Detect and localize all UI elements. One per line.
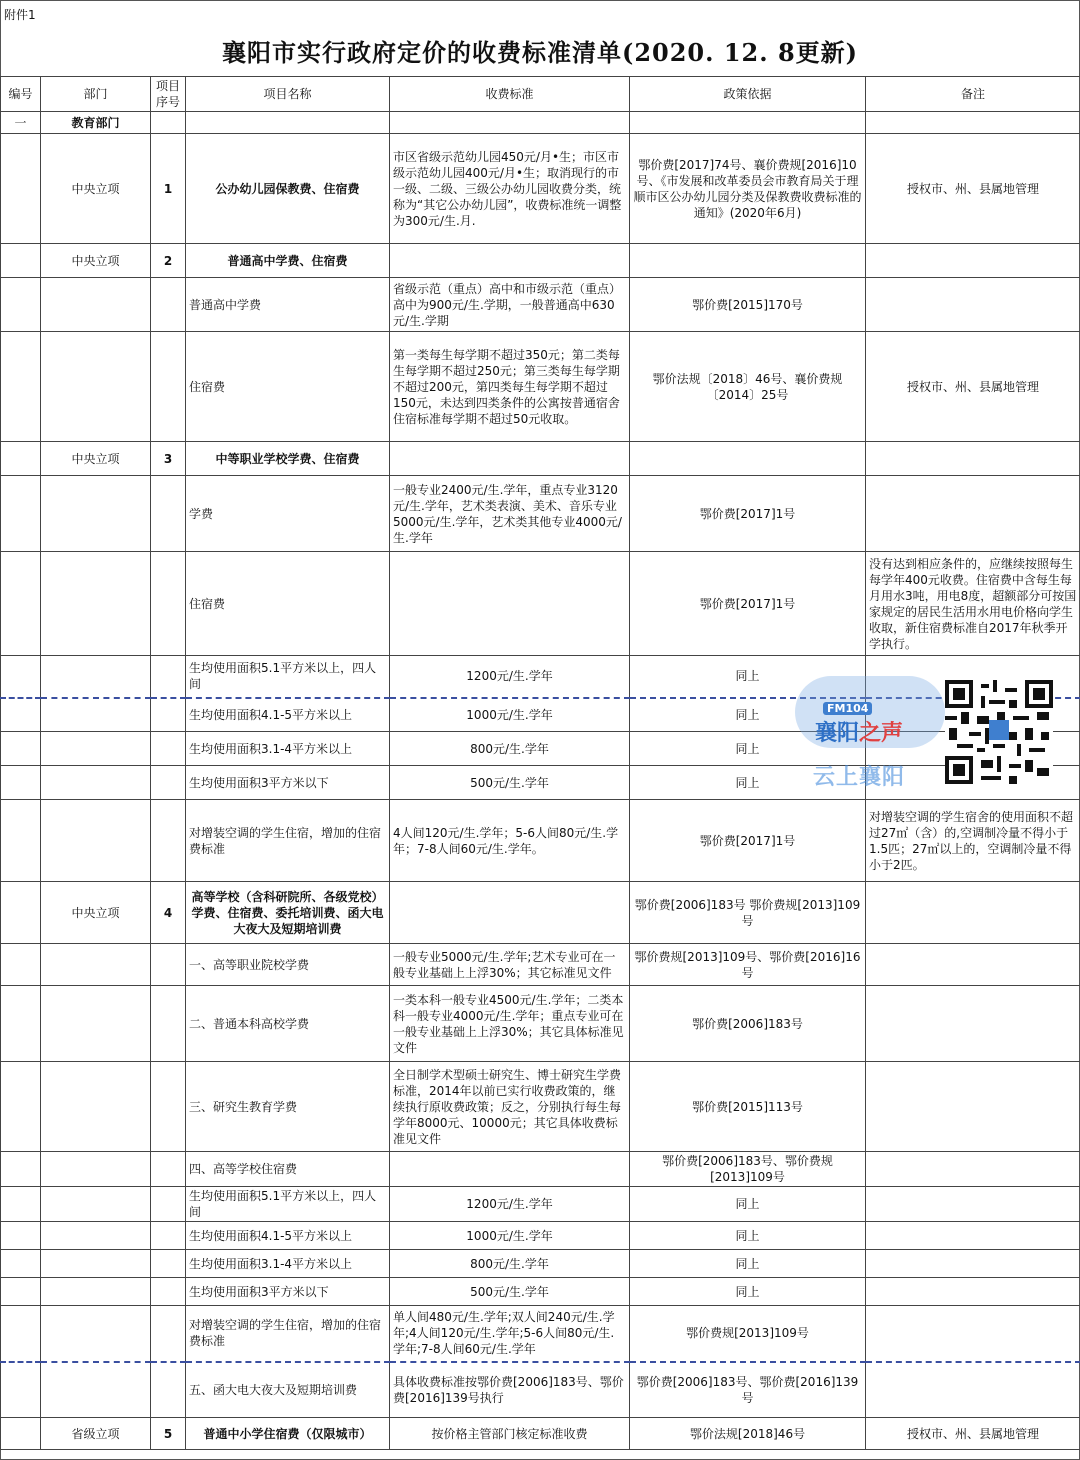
header-dept: 部门 xyxy=(41,77,151,112)
row-std: 按价格主管部门核定标准收费 xyxy=(390,1418,630,1450)
table-row xyxy=(1,1062,1080,1152)
row-no xyxy=(1,1152,41,1187)
row-seq xyxy=(151,656,186,698)
row-no xyxy=(1,1306,41,1362)
row-seq xyxy=(151,1222,186,1250)
table-row xyxy=(1,1278,1080,1306)
row-seq xyxy=(151,278,186,332)
row-no xyxy=(1,698,41,732)
row-note xyxy=(866,1187,1080,1222)
row-dept xyxy=(41,1250,151,1278)
row-std: 一类本科一般专业4500元/生.学年；二类本科一般专业4000元/生.学年；重点专业可在一般专业基础上上浮30%；其它具体标准见文件 xyxy=(390,986,630,1062)
row-std: 800元/生.学年 xyxy=(390,1250,630,1278)
row-name: 生均使用面积3.1-4平方米以上 xyxy=(186,732,390,766)
row-no xyxy=(1,986,41,1062)
row-std xyxy=(390,1152,630,1187)
table-row xyxy=(1,1250,1080,1278)
row-dept xyxy=(41,800,151,882)
row-note xyxy=(866,882,1080,944)
row-basis: 鄂价费[2015]113号 xyxy=(630,1062,866,1152)
table-row xyxy=(1,1187,1080,1222)
row-no xyxy=(1,244,41,278)
row-name: 生均使用面积3平方米以下 xyxy=(186,1278,390,1306)
row-std: 500元/生.学年 xyxy=(390,1278,630,1306)
row-basis: 鄂价费[2006]183号 xyxy=(630,986,866,1062)
row-std: 具体收费标准按鄂价费[2006]183号、鄂价费[2016]139号执行 xyxy=(390,1362,630,1418)
row-note: 授权市、州、县属地管理 xyxy=(866,332,1080,442)
table-row xyxy=(1,332,1080,442)
row-name: 住宿费 xyxy=(186,332,390,442)
row-dept xyxy=(41,1152,151,1187)
row-name: 学费 xyxy=(186,476,390,552)
row-dept xyxy=(41,552,151,656)
table-row xyxy=(1,476,1080,552)
row-seq xyxy=(151,1278,186,1306)
table-row xyxy=(1,882,1080,944)
row-std: 一般专业2400元/生.学年，重点专业3120元/生.学年，艺术类表演、美术、音乐专业5000元/生.学年，艺术类其他专业4000元/生.学年 xyxy=(390,476,630,552)
row-no xyxy=(1,552,41,656)
fee-table xyxy=(0,76,1080,1450)
row-dept: 中央立项 xyxy=(41,882,151,944)
row-basis: 同上 xyxy=(630,1187,866,1222)
row-note xyxy=(866,986,1080,1062)
row-name: 三、研究生教育学费 xyxy=(186,1062,390,1152)
row-basis: 鄂价法规〔2018〕46号、襄价费规〔2014〕25号 xyxy=(630,332,866,442)
row-basis: 鄂价费[2017]1号 xyxy=(630,476,866,552)
header-basis: 政策依据 xyxy=(630,77,866,112)
table-row xyxy=(1,1362,1080,1418)
row-seq: 2 xyxy=(151,244,186,278)
table-row xyxy=(1,134,1080,244)
table-row xyxy=(1,112,1080,134)
row-note xyxy=(866,1278,1080,1306)
row-note: 没有达到相应条件的，应继续按照每生每学年400元收费。住宿费中含每生每月用水3吨，用电8度，超额部分可按国家规定的居民生活用水用电价格向学生收取，新住宿费标准自2017年秋季开学执行。 xyxy=(866,552,1080,656)
row-note xyxy=(866,1152,1080,1187)
row-seq xyxy=(151,698,186,732)
row-no xyxy=(1,882,41,944)
row-note xyxy=(866,766,1080,800)
row-note xyxy=(866,278,1080,332)
row-std: 4人间120元/生.学年；5-6人间80元/生.学年；7-8人间60元/生.学年。 xyxy=(390,800,630,882)
row-basis: 鄂价费[2006]183号、鄂价费[2016]139号 xyxy=(630,1362,866,1418)
row-dept xyxy=(41,1187,151,1222)
header-std: 收费标准 xyxy=(390,77,630,112)
row-seq: 1 xyxy=(151,134,186,244)
row-name: 高等学校（含科研院所、各级党校）学费、住宿费、委托培训费、函大电大夜大及短期培训费 xyxy=(186,882,390,944)
table-row xyxy=(1,698,1080,732)
row-no xyxy=(1,1278,41,1306)
row-seq xyxy=(151,1250,186,1278)
row-basis: 鄂价费规[2013]109号、鄂价费[2016]16号 xyxy=(630,944,866,986)
row-name: 普通高中学费 xyxy=(186,278,390,332)
row-basis: 鄂价费[2017]74号、襄价费规[2016]10号、《市发展和改革委员会市教育局关于理顺市区公办幼儿园分类及保教费收费标准的通知》(2020年6月) xyxy=(630,134,866,244)
row-seq xyxy=(151,112,186,134)
row-name: 生均使用面积4.1-5平方米以上 xyxy=(186,1222,390,1250)
row-name: 五、函大电大夜大及短期培训费 xyxy=(186,1362,390,1418)
row-no xyxy=(1,1222,41,1250)
row-dept xyxy=(41,1278,151,1306)
row-name: 公办幼儿园保教费、住宿费 xyxy=(186,134,390,244)
row-basis: 同上 xyxy=(630,698,866,732)
row-seq xyxy=(151,552,186,656)
row-seq xyxy=(151,1187,186,1222)
table-row xyxy=(1,656,1080,698)
row-seq xyxy=(151,1152,186,1187)
row-seq xyxy=(151,476,186,552)
row-note xyxy=(866,1250,1080,1278)
row-name: 生均使用面积4.1-5平方米以上 xyxy=(186,698,390,732)
row-seq: 4 xyxy=(151,882,186,944)
row-no xyxy=(1,1362,41,1418)
row-no xyxy=(1,656,41,698)
row-std: 省级示范（重点）高中和市级示范（重点）高中为900元/生.学期，一般普通高中630元/生.学期 xyxy=(390,278,630,332)
row-name: 生均使用面积3平方米以下 xyxy=(186,766,390,800)
row-no xyxy=(1,1062,41,1152)
row-name: 生均使用面积5.1平方米以上，四人间 xyxy=(186,656,390,698)
row-std xyxy=(390,442,630,476)
table-row xyxy=(1,442,1080,476)
row-basis: 鄂价法规[2018]46号 xyxy=(630,1418,866,1450)
row-no: 一 xyxy=(1,112,41,134)
row-note: 授权市、州、县属地管理 xyxy=(866,1418,1080,1450)
row-note xyxy=(866,1306,1080,1362)
row-std: 第一类每生每学期不超过350元；第二类每生每学期不超过250元；第三类每生每学期不超过200元，第四类每生每学期不超过150元，未达到四类条件的公寓按普通宿舍住宿标准每学期不超过50元收取。 xyxy=(390,332,630,442)
row-std: 800元/生.学年 xyxy=(390,732,630,766)
row-basis xyxy=(630,112,866,134)
row-dept xyxy=(41,1062,151,1152)
row-dept xyxy=(41,986,151,1062)
table-row xyxy=(1,732,1080,766)
row-no xyxy=(1,766,41,800)
row-seq: 5 xyxy=(151,1418,186,1450)
row-dept xyxy=(41,766,151,800)
watermark-sub: 云上襄阳 xyxy=(813,765,906,790)
row-basis: 鄂价费规[2013]109号 xyxy=(630,1306,866,1362)
row-name: 二、普通本科高校学费 xyxy=(186,986,390,1062)
row-seq xyxy=(151,332,186,442)
row-no xyxy=(1,944,41,986)
row-basis: 同上 xyxy=(630,1278,866,1306)
row-seq xyxy=(151,1362,186,1418)
header-name: 项目名称 xyxy=(186,77,390,112)
row-note xyxy=(866,476,1080,552)
row-dept: 中央立项 xyxy=(41,244,151,278)
row-name: 四、高等学校住宿费 xyxy=(186,1152,390,1187)
row-dept xyxy=(41,1222,151,1250)
row-name: 生均使用面积5.1平方米以上，四人间 xyxy=(186,1187,390,1222)
row-name: 普通高中学费、住宿费 xyxy=(186,244,390,278)
row-basis: 同上 xyxy=(630,656,866,698)
row-seq xyxy=(151,944,186,986)
watermark-fm: FM104 xyxy=(823,702,872,715)
row-name: 一、高等职业院校学费 xyxy=(186,944,390,986)
row-std: 1000元/生.学年 xyxy=(390,698,630,732)
table-row xyxy=(1,1152,1080,1187)
row-note xyxy=(866,112,1080,134)
table-row xyxy=(1,244,1080,278)
row-std: 500元/生.学年 xyxy=(390,766,630,800)
table-row xyxy=(1,1306,1080,1362)
row-name: 普通中小学住宿费（仅限城市） xyxy=(186,1418,390,1450)
row-dept xyxy=(41,332,151,442)
row-basis: 鄂价费[2017]1号 xyxy=(630,800,866,882)
row-basis: 同上 xyxy=(630,766,866,800)
row-seq xyxy=(151,766,186,800)
row-dept xyxy=(41,278,151,332)
table-row xyxy=(1,944,1080,986)
row-basis: 鄂价费[2006]183号 鄂价费规[2013]109号 xyxy=(630,882,866,944)
row-name: 对增装空调的学生住宿，增加的住宿费标准 xyxy=(186,1306,390,1362)
row-std: 一般专业5000元/生.学年;艺术专业可在一般专业基础上上浮30%；其它标准见文件 xyxy=(390,944,630,986)
row-dept: 教育部门 xyxy=(41,112,151,134)
row-dept: 中央立项 xyxy=(41,442,151,476)
row-basis: 鄂价费[2006]183号、鄂价费规[2013]109号 xyxy=(630,1152,866,1187)
row-note xyxy=(866,944,1080,986)
row-no xyxy=(1,1250,41,1278)
table-row xyxy=(1,766,1080,800)
row-std: 单人间480元/生.学年;双人间240元/生.学年;4人间120元/生.学年;5-6人间80元/生.学年;7-8人间60元/生.学年 xyxy=(390,1306,630,1362)
watermark-name-a: 襄阳 xyxy=(815,721,860,746)
row-dept xyxy=(41,656,151,698)
row-no xyxy=(1,332,41,442)
row-std xyxy=(390,882,630,944)
row-note xyxy=(866,698,1080,732)
row-no xyxy=(1,442,41,476)
table-row xyxy=(1,800,1080,882)
row-name: 生均使用面积3.1-4平方米以上 xyxy=(186,1250,390,1278)
header-no: 编号 xyxy=(1,77,41,112)
watermark-name-b: 之声 xyxy=(859,721,904,746)
row-note: 对增装空调的学生宿舍的使用面积不超过27㎡（含）的,空调制冷量不得小于1.5匹；27㎡以上的，空调制冷量不得小于2匹。 xyxy=(866,800,1080,882)
row-no xyxy=(1,476,41,552)
row-no xyxy=(1,1187,41,1222)
attachment-label: 附件1 xyxy=(4,8,36,22)
row-basis: 鄂价费[2015]170号 xyxy=(630,278,866,332)
row-std: 1200元/生.学年 xyxy=(390,1187,630,1222)
row-note xyxy=(866,1062,1080,1152)
row-basis xyxy=(630,244,866,278)
row-note xyxy=(866,656,1080,698)
row-seq xyxy=(151,800,186,882)
row-name: 住宿费 xyxy=(186,552,390,656)
row-name: 对增装空调的学生住宿，增加的住宿费标准 xyxy=(186,800,390,882)
row-std: 全日制学术型硕士研究生、博士研究生学费标准，2014年以前已实行收费政策的，继续执行原收费政策；反之，分别执行每生每学年8000元、10000元；其它具体收费标准见文件 xyxy=(390,1062,630,1152)
row-no xyxy=(1,134,41,244)
row-no xyxy=(1,278,41,332)
row-note: 授权市、州、县属地管理 xyxy=(866,134,1080,244)
row-std: 1000元/生.学年 xyxy=(390,1222,630,1250)
row-basis: 同上 xyxy=(630,732,866,766)
row-std xyxy=(390,244,630,278)
header-seq: 项目序号 xyxy=(151,77,186,112)
table-row xyxy=(1,1222,1080,1250)
row-seq xyxy=(151,986,186,1062)
row-std: 市区省级示范幼儿园450元/月•生；市区市级示范幼儿园400元/月•生；取消现行的市一级、二级、三级公办幼儿园收费分类，统称为“其它公办幼儿园”，收费标准统一调整为300元/生.月. xyxy=(390,134,630,244)
row-dept: 省级立项 xyxy=(41,1418,151,1450)
row-seq xyxy=(151,732,186,766)
row-basis xyxy=(630,442,866,476)
row-dept xyxy=(41,698,151,732)
table-row xyxy=(1,552,1080,656)
table-row xyxy=(1,986,1080,1062)
table-row xyxy=(1,1418,1080,1450)
row-std xyxy=(390,112,630,134)
header-row xyxy=(1,77,1080,112)
row-dept xyxy=(41,1362,151,1418)
row-seq xyxy=(151,1306,186,1362)
row-note xyxy=(866,442,1080,476)
row-dept xyxy=(41,1306,151,1362)
row-note xyxy=(866,244,1080,278)
row-std xyxy=(390,552,630,656)
row-dept xyxy=(41,944,151,986)
row-no xyxy=(1,732,41,766)
row-basis: 同上 xyxy=(630,1250,866,1278)
row-basis: 同上 xyxy=(630,1222,866,1250)
row-note xyxy=(866,1222,1080,1250)
row-note xyxy=(866,732,1080,766)
header-note: 备注 xyxy=(866,77,1080,112)
row-no xyxy=(1,1418,41,1450)
page-title: 襄阳市实行政府定价的收费标准清单(2020. 12. 8更新) xyxy=(221,38,859,67)
row-dept: 中央立项 xyxy=(41,134,151,244)
row-basis: 鄂价费[2017]1号 xyxy=(630,552,866,656)
row-no xyxy=(1,800,41,882)
row-seq: 3 xyxy=(151,442,186,476)
row-name xyxy=(186,112,390,134)
row-name: 中等职业学校学费、住宿费 xyxy=(186,442,390,476)
row-seq xyxy=(151,1062,186,1152)
row-note xyxy=(866,1362,1080,1418)
row-std: 1200元/生.学年 xyxy=(390,656,630,698)
table-row xyxy=(1,278,1080,332)
row-dept xyxy=(41,732,151,766)
row-dept xyxy=(41,476,151,552)
